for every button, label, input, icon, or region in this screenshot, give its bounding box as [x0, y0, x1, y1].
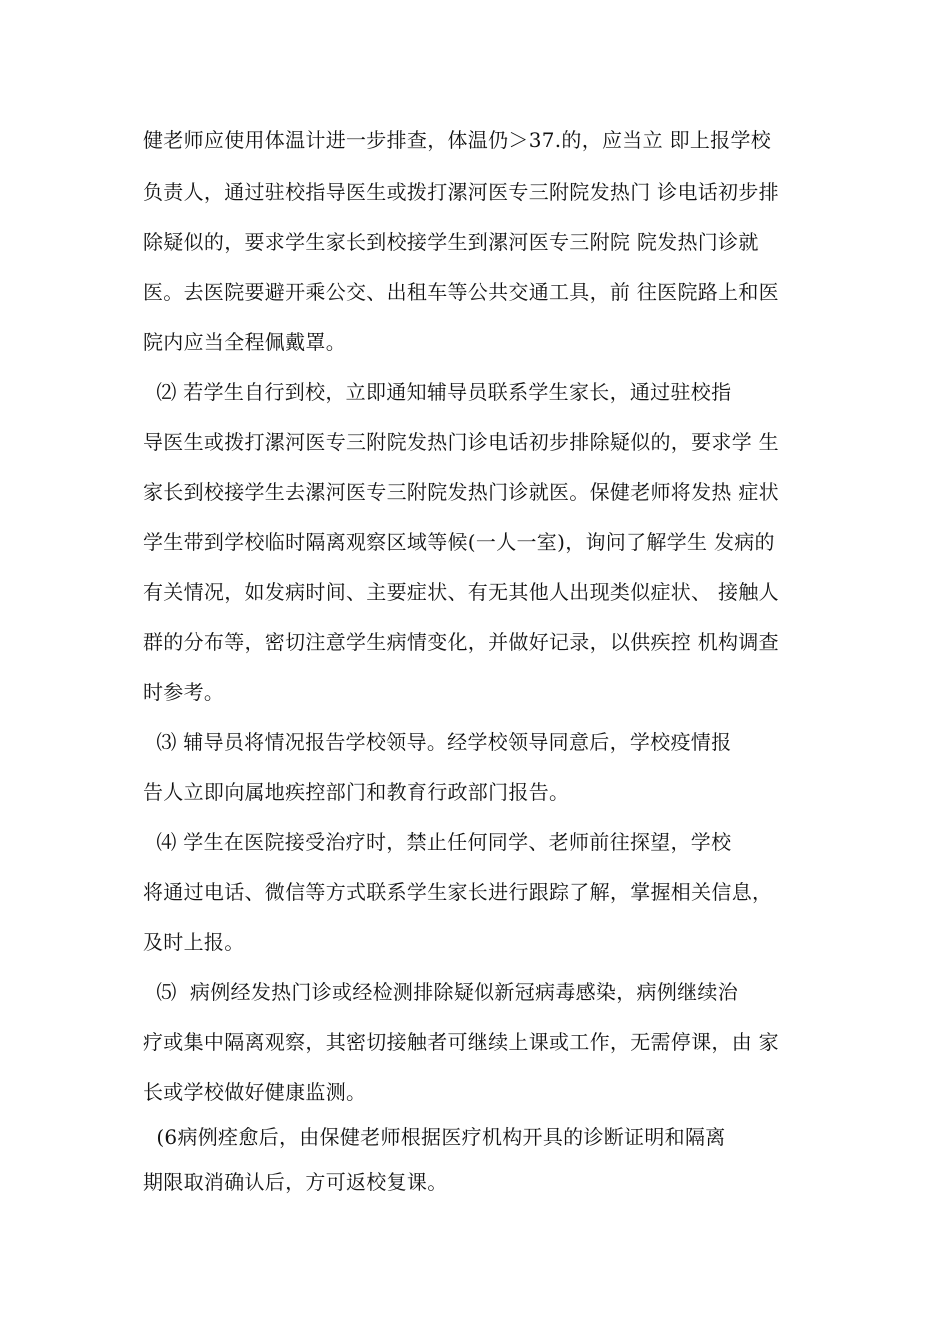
text-line: 健老师应使用体温计进一步排查，体温仍＞37.的，应当立 即上报学校 [143, 128, 772, 152]
text-line: 长或学校做好健康监测。 [143, 1080, 367, 1104]
text-line: 期限取消确认后，方可返校复课。 [143, 1170, 448, 1194]
text-line: 时参考。 [143, 680, 225, 704]
text-line: 家长到校接学生去漯河医专三附院发热门诊就医。保健老师将发热 症状 [143, 480, 779, 504]
text-line: 告人立即向属地疾控部门和教育行政部门报告。 [143, 780, 570, 804]
text-line: 将通过电话、微信等方式联系学生家长进行跟踪了解，掌握相关信息， [143, 880, 773, 904]
text-line: 负责人，通过驻校指导医生或拨打漯河医专三附院发热门 诊电话初步排 [143, 180, 779, 204]
text-line: 医。去医院要避开乘公交、出租车等公共交通工具，前 往医院路上和医 [143, 280, 779, 304]
text-line: (6病例痊愈后，由保健老师根据医疗机构开具的诊断证明和隔离 [143, 1125, 726, 1149]
text-line: 群的分布等，密切注意学生病情变化，并做好记录，以供疾控 机构调查 [143, 630, 779, 654]
text-line: ⑵ 若学生自行到校，立即通知辅导员联系学生家长，通过驻校指 [143, 380, 732, 404]
text-line: 疗或集中隔离观察，其密切接触者可继续上课或工作，无需停课，由 家 [143, 1030, 779, 1054]
text-line: 院内应当全程佩戴罩。 [143, 330, 346, 354]
text-line: ⑶ 辅导员将情况报告学校领导。经学校领导同意后，学校疫情报 [143, 730, 732, 754]
text-line: 导医生或拨打漯河医专三附院发热门诊电话初步排除疑似的，要求学 生 [143, 430, 779, 454]
text-line: 除疑似的，要求学生家长到校接学生到漯河医专三附院 院发热门诊就 [143, 230, 759, 254]
text-line: ⑷ 学生在医院接受治疗时，禁止任何同学、老师前往探望，学校 [143, 830, 732, 854]
text-line: 学生带到学校临时隔离观察区域等候(一人一室)，询问了解学生 发病的 [143, 530, 775, 554]
text-line: 及时上报。 [143, 930, 245, 954]
text-line: ⑸ 病例经发热门诊或经检测排除疑似新冠病毒感染，病例继续治 [143, 980, 739, 1004]
text-line: 有关情况，如发病时间、主要症状、有无其他人出现类似症状、 接触人 [143, 580, 779, 604]
